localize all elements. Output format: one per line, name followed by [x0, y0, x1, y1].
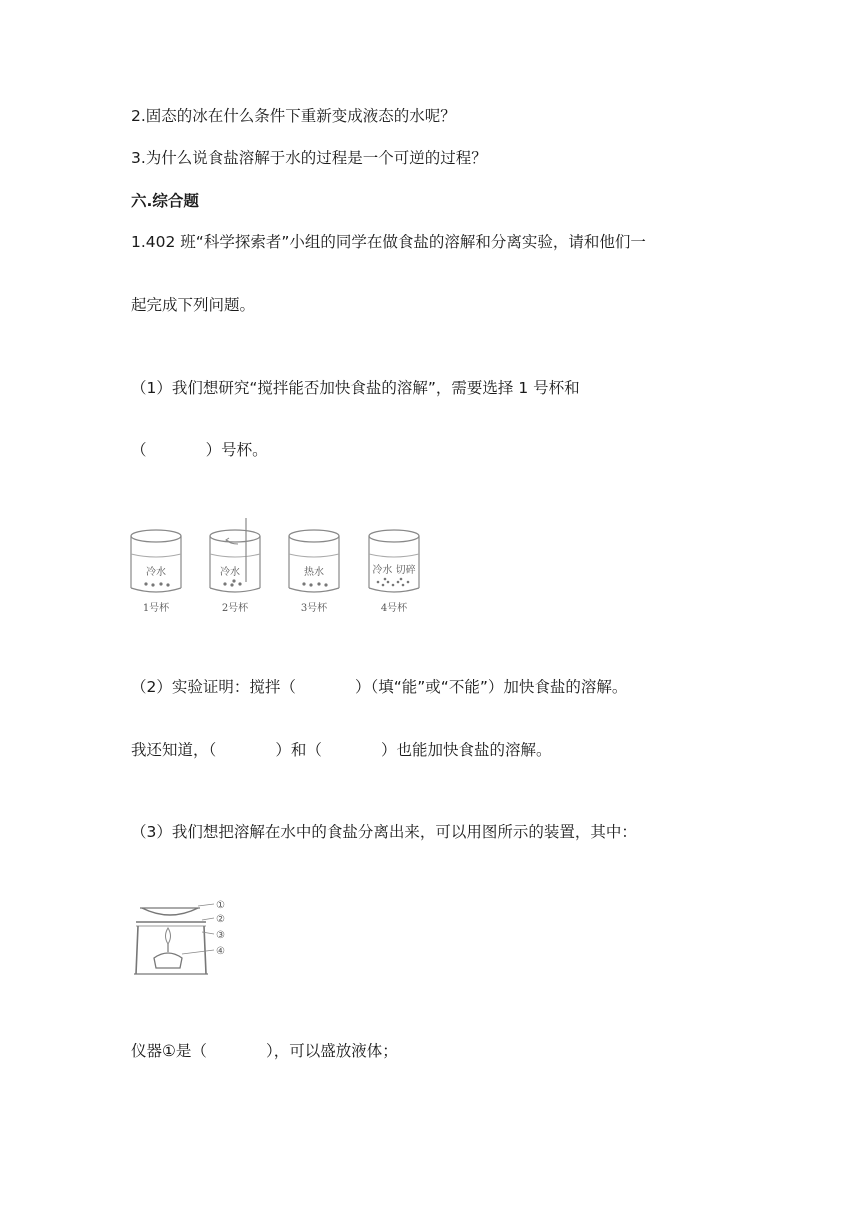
section-heading: 六.综合题 — [131, 192, 199, 210]
cup-1 — [131, 530, 181, 614]
cup-2-label: 2号杯 — [221, 603, 249, 614]
alcohol-lamp — [154, 953, 182, 968]
cup-2-water: 冷水 — [220, 567, 240, 578]
subquestion-3-blank: 仪器①是（ ），可以盛放液体； — [131, 1042, 398, 1060]
cup-4 — [369, 530, 419, 614]
cup-1-label: 1号杯 — [142, 603, 170, 614]
subquestion-2-cont: 我还知道，（ ）和（ ）也能加快食盐的溶解。 — [131, 741, 552, 759]
cup-4-label: 4号杯 — [380, 603, 408, 614]
cup-4-water: 冷水 切碎 — [372, 565, 416, 576]
evaporating-dish — [142, 908, 198, 915]
cups-figure — [126, 518, 436, 620]
marker-2: ② — [216, 914, 225, 925]
marker-4: ④ — [216, 946, 225, 957]
evaporation-apparatus-figure — [130, 898, 230, 978]
cup-3-water: 热水 — [304, 567, 324, 578]
subquestion-1-blank: （ ）号杯。 — [131, 441, 268, 459]
marker-1: ① — [216, 900, 225, 911]
cup-2 — [210, 518, 260, 614]
question-3: 3.为什么说食盐溶解于水的过程是一个可逆的过程？ — [131, 149, 487, 167]
problem-1-intro: 1.402 班“科学探索者”小组的同学在做食盐的溶解和分离实验，请和他们一 — [131, 233, 646, 251]
question-2: 2.固态的冰在什么条件下重新变成液态的水呢？ — [131, 107, 456, 125]
subquestion-2: （2）实验证明：搅拌（ ）（填“能”或“不能”）加快食盐的溶解。 — [131, 678, 628, 696]
marker-3: ③ — [216, 930, 225, 941]
cup-3-label: 3号杯 — [300, 603, 328, 614]
flame-icon — [166, 928, 171, 944]
cup-1-water: 冷水 — [146, 567, 166, 578]
cup-3 — [289, 530, 339, 614]
problem-1-intro-cont: 起完成下列问题。 — [131, 296, 256, 314]
subquestion-3: （3）我们想把溶解在水中的食盐分离出来，可以用图所示的装置，其中： — [131, 823, 637, 841]
subquestion-1: （1）我们想研究“搅拌能否加快食盐的溶解”，需要选择 1 号杯和 — [131, 379, 580, 397]
